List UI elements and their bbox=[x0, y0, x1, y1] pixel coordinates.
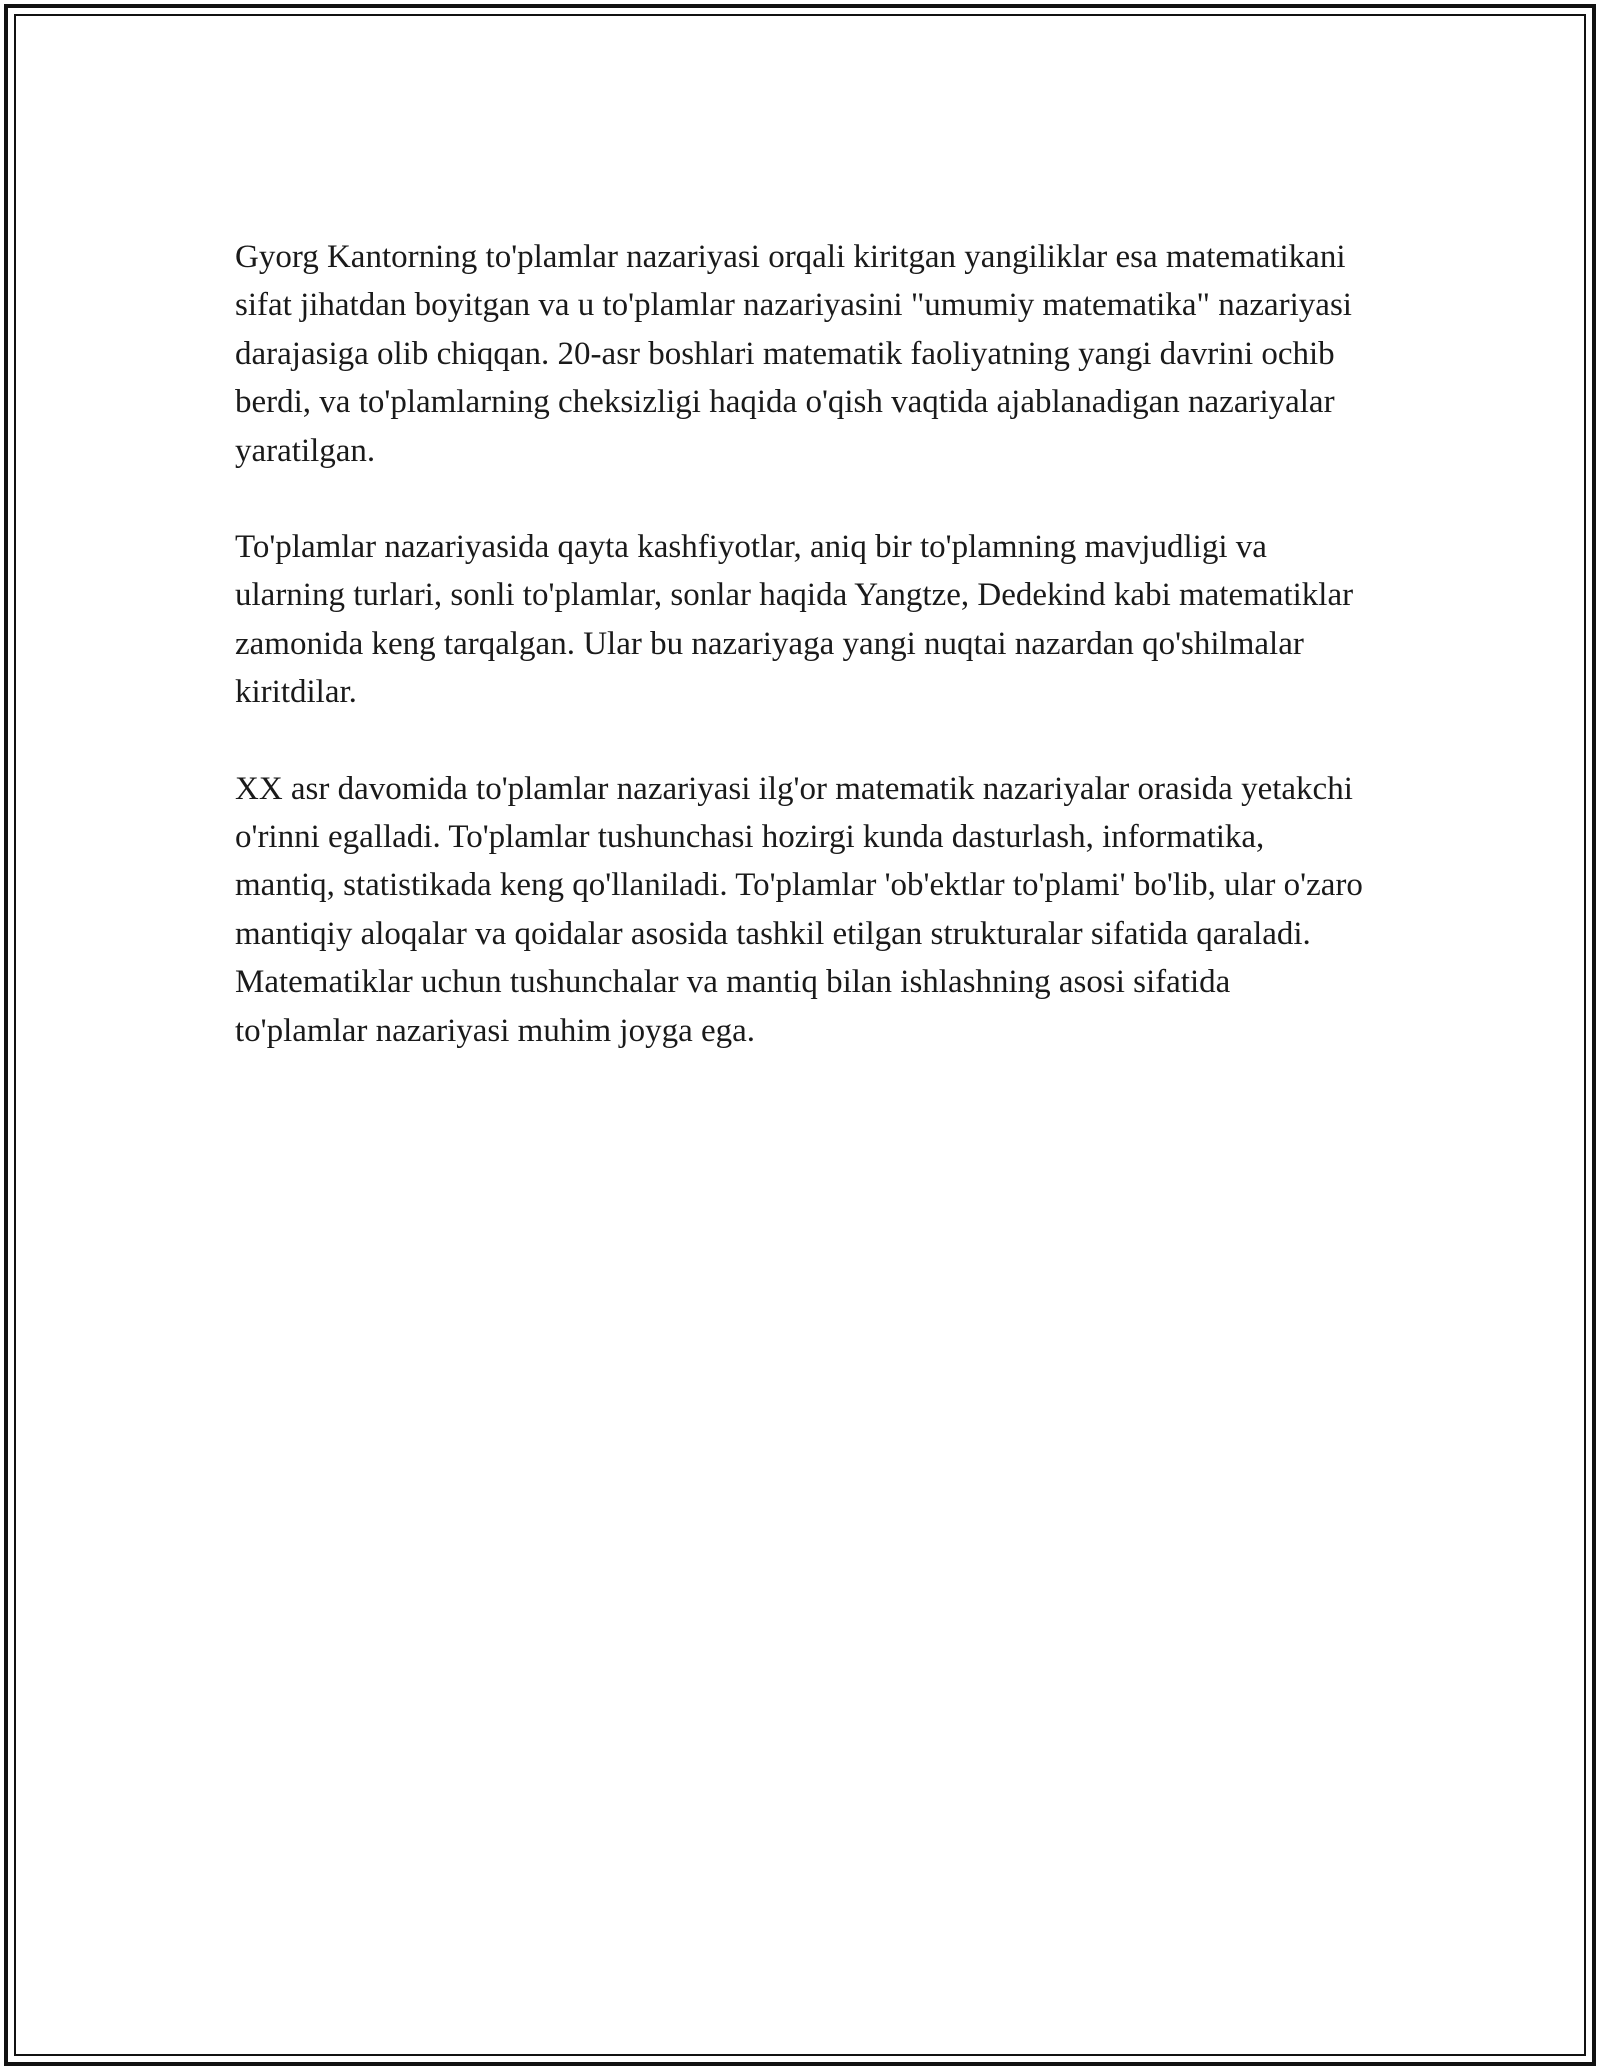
document-body bbox=[235, 233, 1370, 1103]
paragraph-2: To'plamlar nazariyasida qayta kashfiyotlar, aniq bir to'plamning mavjudligi va ularning turlari, sonli to'plamlar, sonlar haqida Yangtze, Dedekind kabi matematiklar zamonida keng tarqalgan. Ular bu nazariyaga yangi nuqtai nazardan qo'shilmalar kiritdilar. bbox=[235, 529, 1354, 711]
paragraph-1: Gyorg Kantorning to'plamlar nazariyasi orqali kiritgan yangiliklar esa matematikani sifat jihatdan boyitgan va u to'plamlar nazariyasini "umumiy matematika" nazariyasi darajasiga olib chiqqan. 20-asr boshlari matematik faoliyatning yangi davrini ochib berdi, va to'plamlarning cheksizligi haqida o'qish vaqtida ajablanadigan nazariyalar yaratilgan. bbox=[235, 239, 1352, 469]
paragraph-3: XX asr davomida to'plamlar nazariyasi ilg'or matematik nazariyalar orasida yetakchi o'rinni egalladi. To'plamlar tushunchasi hozirgi kunda dasturlash, informatika, mantiq, statistikada keng qo'llaniladi. To'plamlar 'ob'ektlar to'plami' bo'lib, ular o'zaro mantiqiy aloqalar va qoidalar asosida tashkil etilgan strukturalar sifatida qaraladi. Matematiklar uchun tushunchalar va mantiq bilan ishlashning asosi sifatida to'plamlar nazariyasi muhim joyga ega. bbox=[235, 770, 1363, 1049]
